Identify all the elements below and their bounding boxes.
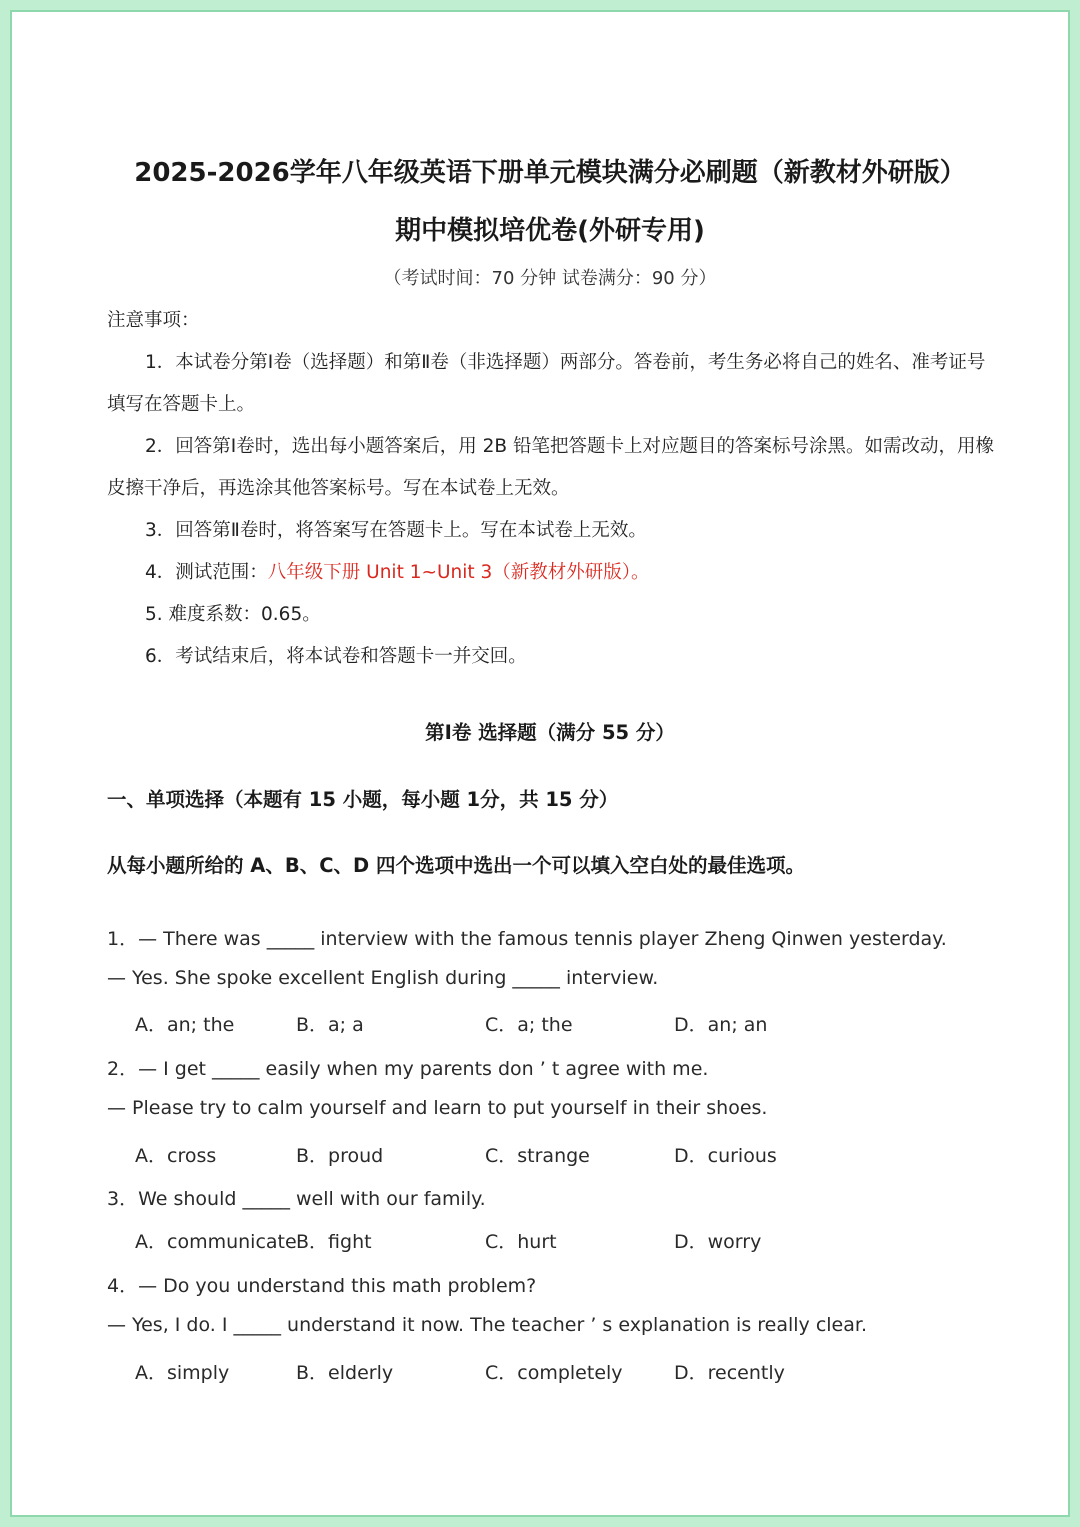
question-1-option-c: C．a; the [485, 1014, 573, 1036]
note-1-line-2: 填写在答题卡上。 [107, 394, 256, 415]
exam-title: 2025-2026学年八年级英语下册单元模块满分必刷题（新教材外研版） [134, 158, 966, 188]
question-2-option-a: A．cross [135, 1145, 217, 1167]
exam-subtitle: 期中模拟培优卷(外研专用) [395, 216, 705, 246]
test-range: 八年级下册 Unit 1~Unit 3（新教材外研版）。 [267, 562, 650, 583]
question-4-line-1: 4．— Do you understand this math problem? [107, 1275, 537, 1297]
note-5: 5. 难度系数：0.65。 [145, 604, 321, 625]
note-2-line-2: 皮擦干净后，再选涂其他答案标号。写在本试卷上无效。 [107, 478, 570, 499]
question-4-option-b: B．elderly [296, 1362, 394, 1384]
note-2-line-1: 2．回答第Ⅰ卷时，选出每小题答案后，用 2B 铅笔把答题卡上对应题目的答案标号涂黑。如需改动，用橡 [145, 436, 994, 457]
question-2-line-2: — Please try to calm yourself and learn to put yourself in their shoes. [107, 1097, 768, 1119]
question-4-option-a: A．simply [135, 1362, 230, 1384]
note-4-prefix: 4．测试范围： [145, 562, 268, 583]
question-4-option-c: C．completely [485, 1362, 623, 1384]
question-2-option-d: D．curious [674, 1145, 777, 1167]
section-heading: 一、单项选择（本题有 15 小题，每小题 1分，共 15 分） [107, 788, 619, 811]
question-1-line-2: — Yes. She spoke excellent English during _____ interview. [107, 967, 659, 989]
question-3-option-b: B．fight [296, 1231, 372, 1253]
question-4-line-2: — Yes, I do. I _____ understand it now. The teacher ’ s explanation is really clear. [107, 1314, 867, 1336]
note-1-line-1: 1．本试卷分第Ⅰ卷（选择题）和第Ⅱ卷（非选择题）两部分。答卷前，考生务必将自己的姓名、准考证号 [145, 352, 986, 373]
question-1-line-1: 1．— There was _____ interview with the famous tennis player Zheng Qinwen yesterday. [107, 928, 947, 950]
note-6: 6．考试结束后，将本试卷和答题卡一并交回。 [145, 646, 527, 667]
question-4-option-d: D．recently [674, 1362, 785, 1384]
exam-info: （考试时间：70 分钟 试卷满分：90 分） [383, 268, 717, 289]
note-4 [145, 558, 650, 584]
section-instruction: 从每小题所给的 A、B、C、D 四个选项中选出一个可以填入空白处的最佳选项。 [107, 854, 806, 877]
question-2-line-1: 2．— I get _____ easily when my parents don ’ t agree with me. [107, 1058, 709, 1080]
question-3-option-a: A．communicate [135, 1231, 297, 1253]
question-1-option-a: A．an; the [135, 1014, 235, 1036]
question-3-option-c: C．hurt [485, 1231, 557, 1253]
question-3-line-1: 3．We should _____ well with our family. [107, 1188, 486, 1210]
question-2-option-b: B．proud [296, 1145, 384, 1167]
question-3-option-d: D．worry [674, 1231, 762, 1253]
note-3: 3．回答第Ⅱ卷时，将答案写在答题卡上。写在本试卷上无效。 [145, 520, 647, 541]
question-1-option-d: D．an; an [674, 1014, 768, 1036]
question-1-option-b: B．a; a [296, 1014, 364, 1036]
part-title: 第Ⅰ卷 选择题（满分 55 分） [425, 721, 675, 744]
question-2-option-c: C．strange [485, 1145, 590, 1167]
notes-heading: 注意事项： [107, 310, 200, 331]
